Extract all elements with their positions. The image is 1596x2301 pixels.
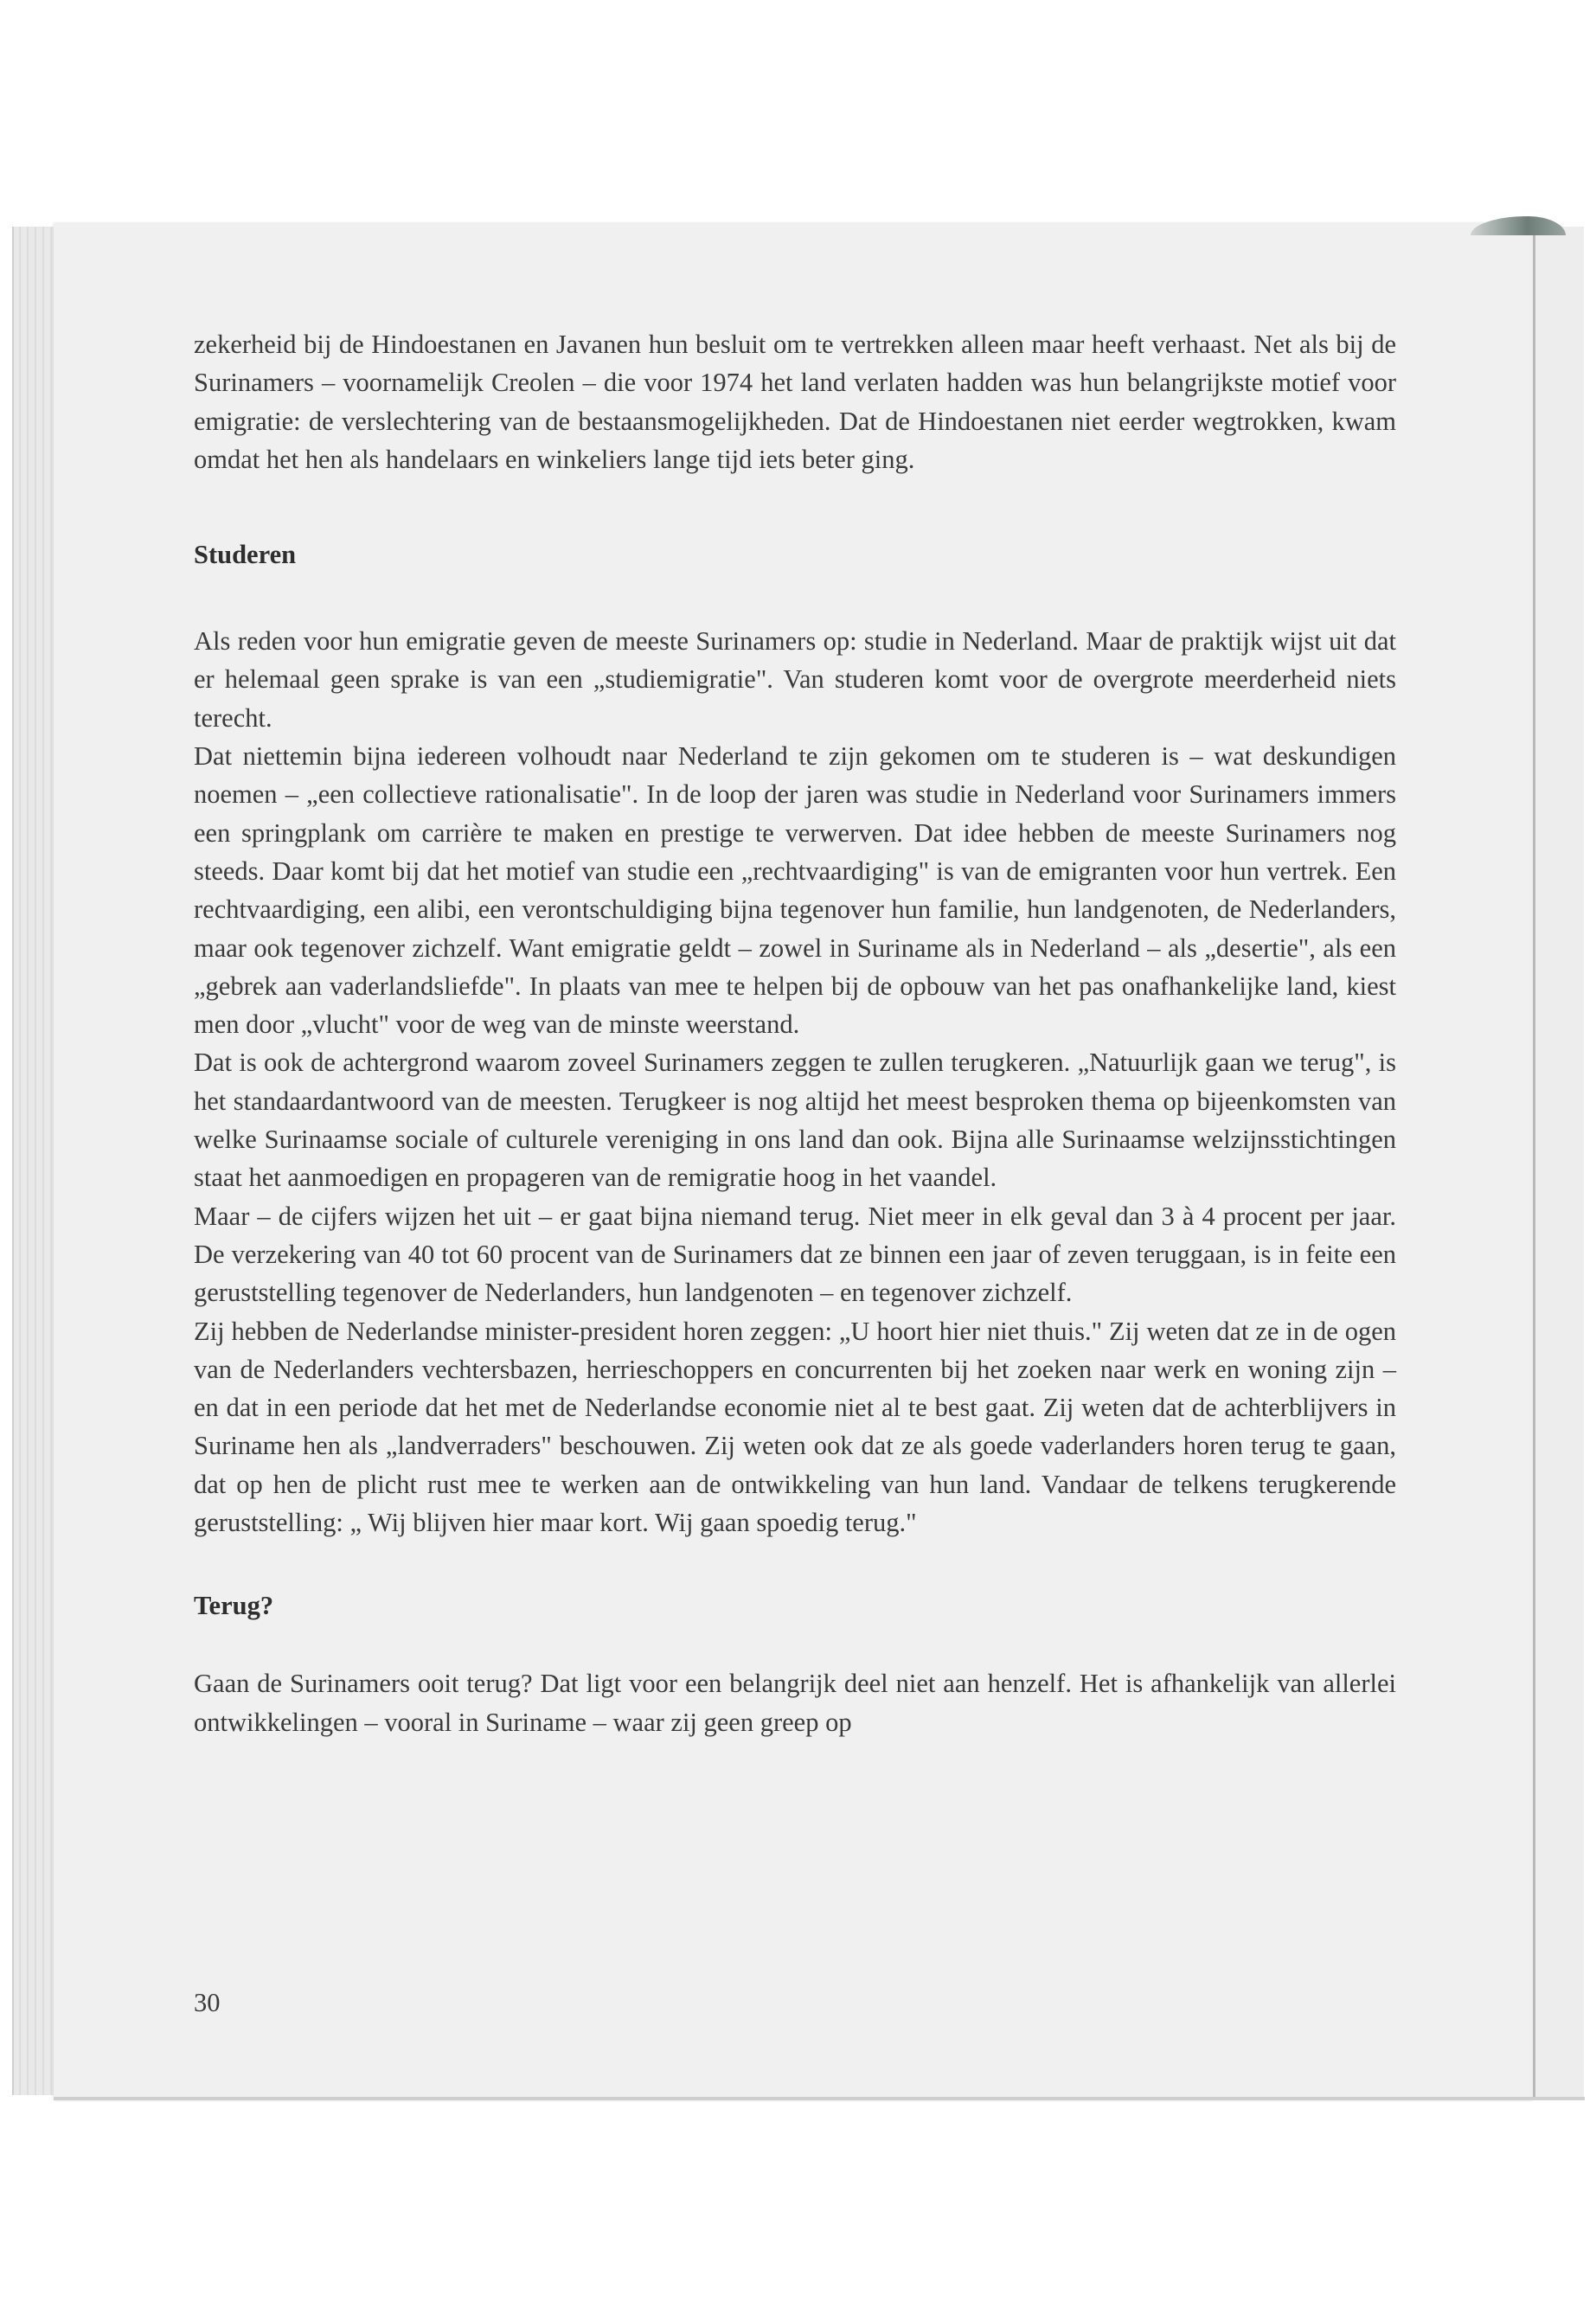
book-right-leaf <box>1533 227 1584 2099</box>
book-cover-corner <box>1471 216 1566 235</box>
page-text-block <box>194 325 1396 1741</box>
book-bottom-edge <box>54 2097 1585 2100</box>
studeren-paragraph-2: Dat niettemin bijna iedereen volhoudt naar Nederland te zijn gekomen om te studeren is – wat deskundigen noemen – „een collectieve rationalisatie". In de loop der jaren was studie in Nederland voor Surinamers immers een springplank om carrière te maken en prestige te verwerven. Dat idee hebben de meeste Surinamers nog steeds. Daar komt bij dat het motief van studie een „rechtvaardiging" is van de emigranten voor hun vertrek. Een rechtvaardiging, een alibi, een verontschuldiging bijna tegenover hun familie, hun landgenoten, de Nederlanders, maar ook tegenover zichzelf. Want emigratie geldt – zowel in Suriname als in Nederland – als „desertie", als een „gebrek aan vaderlandsliefde". In plaats van mee te helpen bij de opbouw van het pas onafhankelijke land, kiest men door „vlucht" voor de weg van de minste weerstand. <box>194 741 1396 1040</box>
studeren-paragraph-1: Als reden voor hun emigratie geven de meeste Surinamers op: studie in Nederland. Maar de praktijk wijst uit dat er helemaal geen sprake is van een „studiemigratie". Van studeren komt voor de overgrote meerderheid niets terecht. <box>194 626 1396 733</box>
section-heading-terug: Terug? <box>194 1591 274 1621</box>
studeren-paragraph-4: Maar – de cijfers wijzen het uit – er gaat bijna niemand terug. Niet meer in elk geval dan 3 à 4 procent per jaar. De verzekering van 40 tot 60 procent van de Surinamers dat ze binnen een jaar of zeven teruggaan, is in feite een geruststelling tegenover de Nederlanders, hun landgenoten – en tegenover zichzelf. <box>194 1201 1396 1308</box>
section-heading-studeren: Studeren <box>194 540 297 570</box>
page-number: 30 <box>194 1988 221 2017</box>
terug-paragraph-1: Gaan de Surinamers ooit terug? Dat ligt voor een belangrijk deel niet aan henzelf. Het is afhankelijk van allerlei ontwikkelingen – vooral in Suriname – waar zij geen greep op <box>194 1669 1396 1737</box>
studeren-paragraph-3: Dat is ook de achtergrond waarom zoveel Surinamers zeggen te zullen terugkeren. „Natuurlijk gaan we terug", is het standaardantwoord van de meesten. Terugkeer is nog altijd het meest besproken thema op bijeenkomsten van welke Surinaamse sociale of culturele vereniging in ons land dan ook. Bijna alle Surinaamse welzijnsstichtingen staat het aanmoedigen en propageren van de remigratie hoog in het vaandel. <box>194 1048 1396 1193</box>
intro-paragraph: zekerheid bij de Hindoestanen en Javanen hun besluit om te vertrekken alleen maar heeft verhaast. Net als bij de Surinamers – voornamelijk Creolen – die voor 1974 het land verlaten hadden was hun belangrijkste motief voor emigratie: de verslechtering van de bestaansmogelijkheden. Dat de Hindoestanen niet eerder wegtrokken, kwam omdat het hen als handelaars en winkeliers lange tijd iets beter ging. <box>194 330 1396 474</box>
studeren-paragraph-5: Zij hebben de Nederlandse minister-president horen zeggen: „U hoort hier niet thuis." Zij weten dat ze in de ogen van de Nederlanders vechtersbazen, herrieschoppers en concurrenten bij het zoeken naar werk en woning zijn – en dat in een periode dat het met de Nederlandse economie niet al te best gaat. Zij weten dat de achterblijvers in Suriname hen als „landverraders" beschouwen. Zij weten ook dat ze als goede vaderlanders horen terug te gaan, dat op hen de plicht rust mee te werken aan de ontwikkeling van hun land. Vandaar de telkens terugkerende geruststelling: „ Wij blijven hier maar kort. Wij gaan spoedig terug." <box>194 1316 1396 1538</box>
